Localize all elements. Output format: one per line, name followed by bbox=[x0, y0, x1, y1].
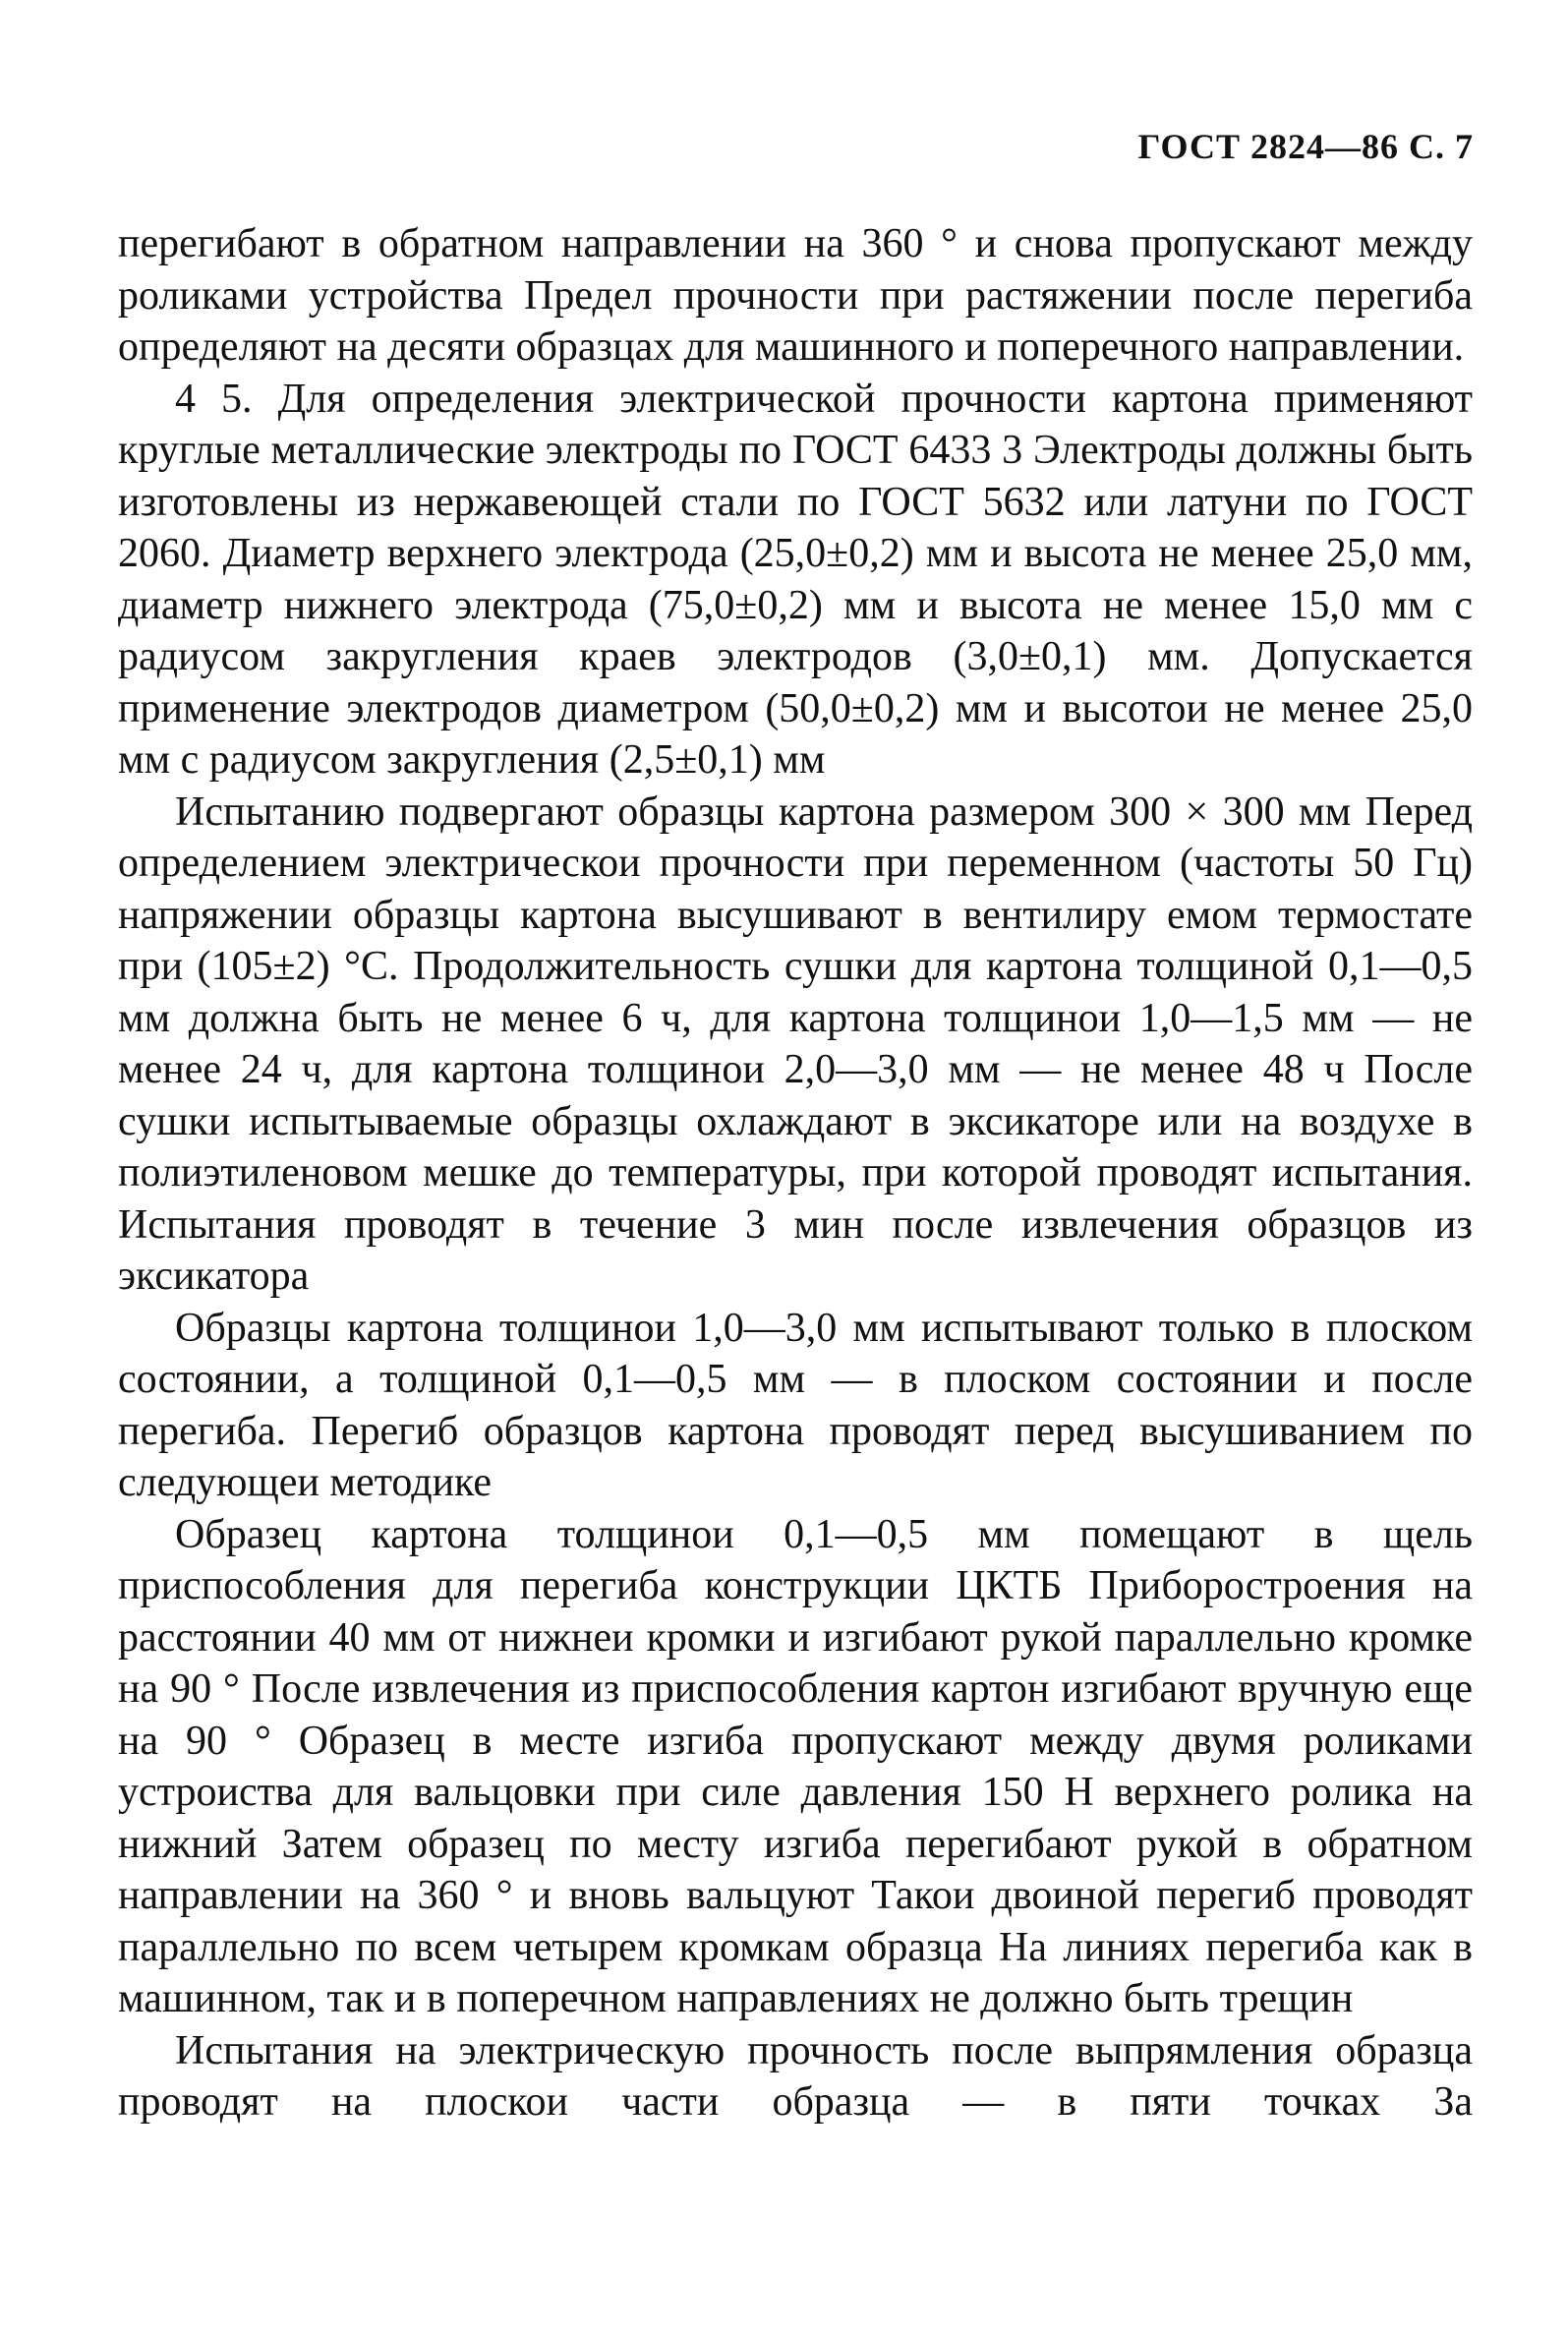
paragraph-electric-test: Испытания на электрическую прочность после выпрямления образца проводят на плоскои части образца — в пяти точках За bbox=[118, 2027, 1473, 2125]
page-header-standard: ГОСТ 2824—86 С. 7 bbox=[1137, 127, 1474, 166]
paragraph-bending-method: Образец картона толщинои 0,1—0,5 мм помещают в щель приспособления для перегиба конструкции ЦКТБ Приборостроения на расстоянии 40 мм от нижнеи кромки и изгибают рукой параллельно кромке на 90 ° После извлечения из приспособления картон изгибают вручную еще на 90 ° Образец в месте изгиба пропускают между двумя роликами устроиства для вальцовки при силе давления 150 Н верхнего ролика на нижний Затем образец по месту изгиба перегибают рукой в обратном направлении на 360 ° и вновь вальцуют Такои двоиной перегиб проводят параллельно по всем четырем кромкам образца На линиях перегиба как в машинном, так и в поперечном направлениях не должно быть трещин bbox=[118, 1511, 1473, 2021]
paragraph-drying: Испытанию подвергают образцы картона размером 300 × 300 мм Перед определением электрическои прочности при переменном (частоты 50 Гц) напряжении образцы картона высушивают в вентилиру емом термостате при (105±2) °С. Продолжительность сушки для картона толщиной 0,1—0,5 мм должна быть не менее 6 ч, для картона толщинои 1,0—1,5 мм — не менее 24 ч, для картона толщинои 2,0—3,0 мм — не менее 48 ч После сушки испытываемые образцы охлаждают в эксикаторе или на воздухе в полиэтиленовом мешке до температуры, при которой проводят испытания. Испытания проводят в течение 3 мин после извлечения образцов из эксикатора bbox=[118, 788, 1473, 1299]
paragraph-thickness: Образцы картона толщинои 1,0—3,0 мм испытывают только в плоском состоянии, а толщиной 0,1—0,5 мм — в плоском состоянии и после перегиба. Перегиб образцов картона проводят перед высушиванием по следующеи методике bbox=[118, 1305, 1473, 1505]
document-body bbox=[118, 218, 1473, 2129]
paragraph-clause-4-5: 4 5. Для определения электрической прочности картона применяют круглые металлические электроды по ГОСТ 6433 3 Электроды должны быть изготовлены из нержавеющей стали по ГОСТ 5632 или латуни по ГОСТ 2060. Диаметр верхнего электрода (25,0±0,2) мм и высота не менее 25,0 мм, диаметр нижнего электрода (75,0±0,2) мм и высота не менее 15,0 мм с радиусом закругления краев электродов (3,0±0,1) мм. Допускается применение электродов диаметром (50,0±0,2) мм и высотои не менее 25,0 мм с радиусом закругления (2,5±0,1) мм bbox=[118, 376, 1473, 783]
paragraph-continuation: перегибают в обратном направлении на 360 ° и снова пропускают между роликами устройства Предел прочности при растяжении после перегиба определяют на десяти образцах для машинного и поперечного направлении. bbox=[118, 221, 1473, 370]
